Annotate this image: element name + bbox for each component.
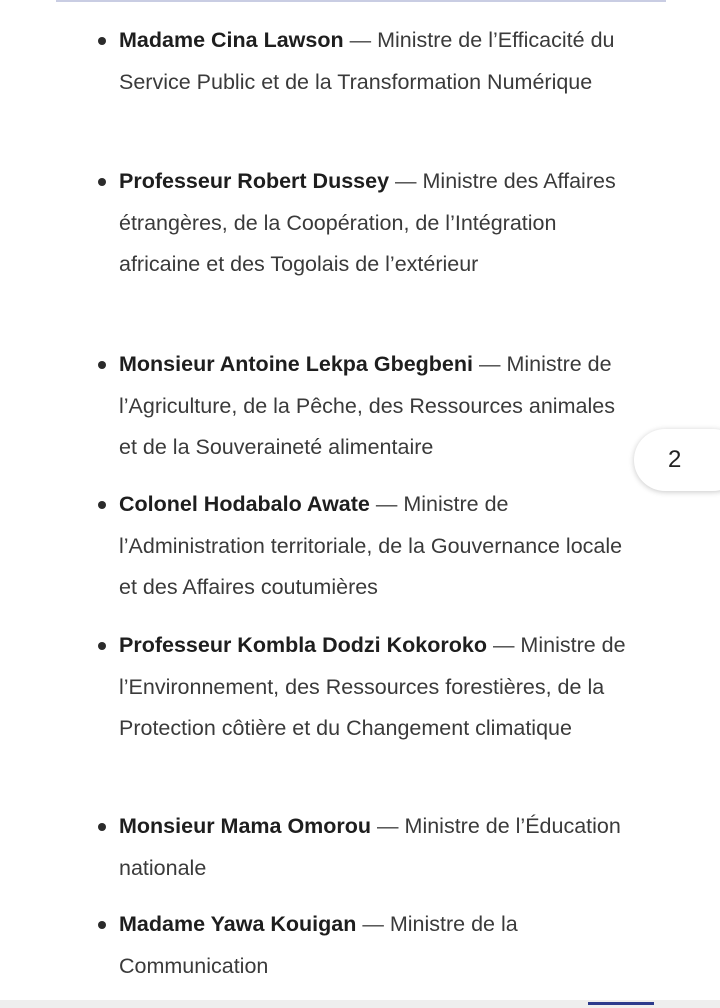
minister-name: Colonel Hodabalo Awate (119, 492, 370, 516)
page-number: 2 (668, 446, 682, 473)
minister-role: Ministre des Affaires étrangères, de la Coopération, de l’Intégration africaine et des Togolais de l’extérieur (119, 169, 616, 276)
minister-name: Professeur Robert Dussey (119, 169, 390, 193)
bullet-icon (98, 642, 106, 650)
minister-name: Monsieur Antoine Lekpa Gbegbeni (119, 352, 473, 376)
bullet-icon (98, 178, 106, 186)
page-indicator-badge[interactable] (634, 429, 720, 491)
minister-role: Ministre de l’Environnement, des Ressources forestières, de la Protection côtière et du Changement climatique (119, 633, 626, 740)
minister-role: Ministre de la Communication (119, 912, 518, 978)
separator: — (478, 352, 507, 376)
separator: — (377, 814, 405, 838)
minister-name: Madame Cina Lawson (119, 28, 344, 52)
separator: — (362, 912, 390, 936)
bullet-icon (98, 501, 106, 509)
minister-role: Ministre de l’Administration territoriale, de la Gouvernance locale et des Affaires coutumières (119, 492, 623, 599)
bullet-icon (98, 361, 106, 369)
bullet-icon (98, 823, 106, 831)
minister-name: Madame Yawa Kouigan (119, 912, 357, 936)
list-item (119, 20, 629, 103)
separator: — (375, 492, 404, 516)
separator: — (349, 28, 378, 52)
list-item (119, 806, 629, 889)
list-item (119, 344, 629, 469)
list-item (119, 904, 629, 987)
list-item (119, 161, 629, 286)
separator: — (492, 633, 521, 657)
list-item (119, 484, 629, 609)
bullet-icon (98, 37, 106, 45)
bullet-icon (98, 921, 106, 929)
minister-name: Professeur Kombla Dodzi Kokoroko (119, 633, 487, 657)
minister-role: Ministre de l’Éducation nationale (119, 814, 621, 880)
minister-role: Ministre de l’Agriculture, de la Pêche, des Ressources animales et de la Souveraineté alimentaire (119, 352, 615, 459)
minister-role: Ministre de l’Efficacité du Service Public et de la Transformation Numérique (119, 28, 615, 94)
bottom-accent-line (588, 1002, 654, 1005)
minister-name: Monsieur Mama Omorou (119, 814, 372, 838)
separator: — (395, 169, 423, 193)
list-item (119, 625, 629, 750)
top-divider (56, 0, 666, 2)
